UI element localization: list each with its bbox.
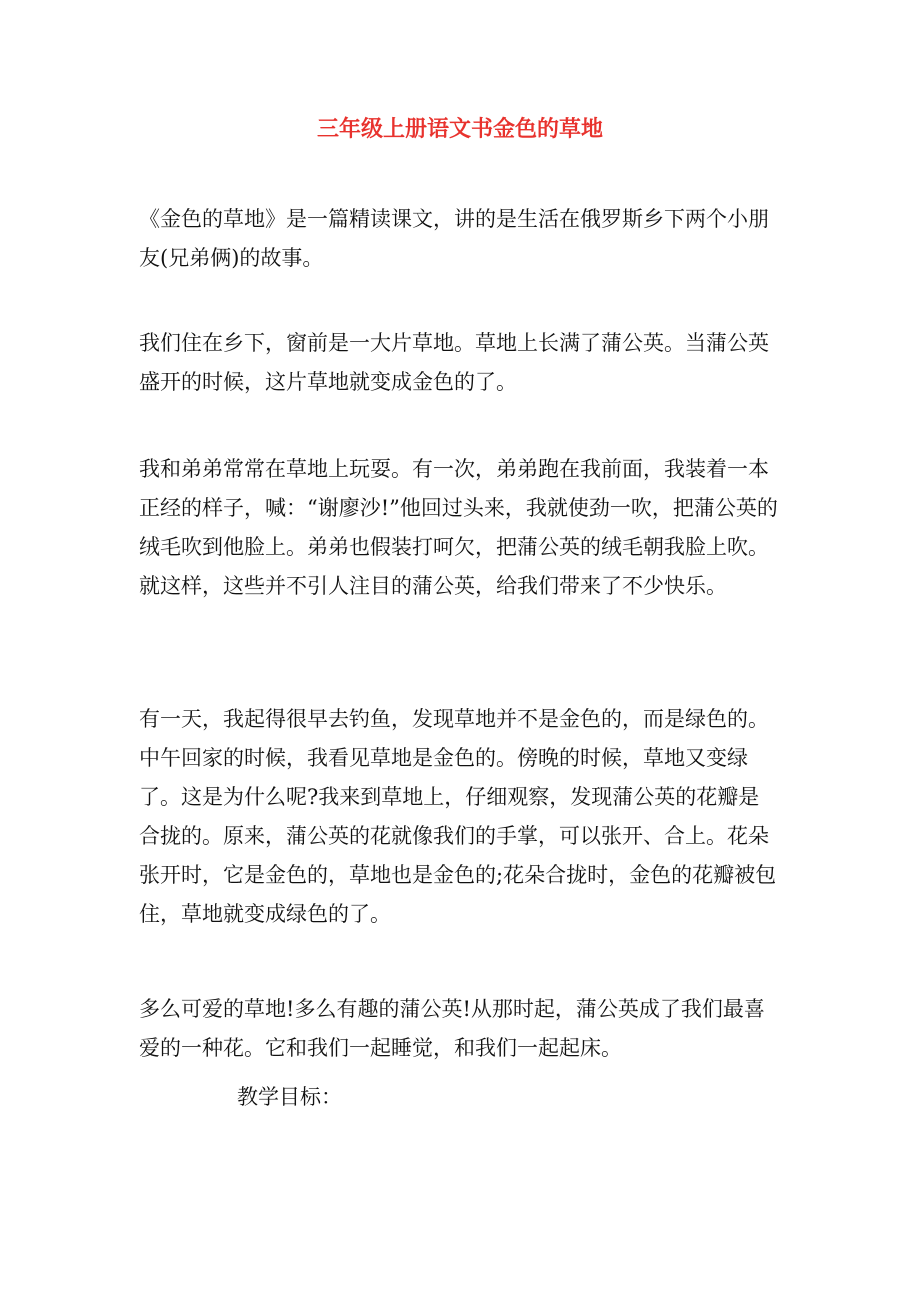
paragraph-conclusion: 多么可爱的草地!多么有趣的蒲公英!从那时起，蒲公英成了我们最喜爱的一种花。它和我们一起睡觉，和我们一起起床。 bbox=[139, 997, 765, 1060]
paragraph-countryside: 我们住在乡下，窗前是一大片草地。草地上长满了蒲公英。当蒲公英盛开的时候，这片草地就变成金色的了。 bbox=[139, 331, 769, 394]
paragraph-discovery: 有一天，我起得很早去钓鱼，发现草地并不是金色的，而是绿色的。中午回家的时候，我看见草地是金色的。傍晚的时候，草地又变绿了。这是为什么呢?我来到草地上，仔细观察，发现蒲公英的花瓣是合拢的。原来，蒲公英的花就像我们的手掌，可以张开、合上。花朵张开时，它是金色的，草地也是金色的;花朵合拢时，金色的花瓣被包住，草地就变成绿色的了。 bbox=[139, 707, 777, 926]
paragraph-intro: 《金色的草地》是一篇精读课文，讲的是生活在俄罗斯乡下两个小朋友(兄弟俩)的故事。 bbox=[139, 207, 769, 270]
paragraph-playing: 我和弟弟常常在草地上玩耍。有一次，弟弟跑在我前面，我装着一本正经的样子，喊：“谢廖沙!”他回过头来，我就使劲一吹，把蒲公英的绒毛吹到他脸上。弟弟也假装打呵欠，把蒲公英的绒毛朝我脸上吹。就这样，这些并不引人注目的蒲公英，给我们带来了不少快乐。 bbox=[139, 457, 778, 598]
section-label-teaching-goals: 教学目标： bbox=[237, 1085, 342, 1109]
page-title: 三年级上册语文书金色的草地 bbox=[316, 116, 603, 142]
